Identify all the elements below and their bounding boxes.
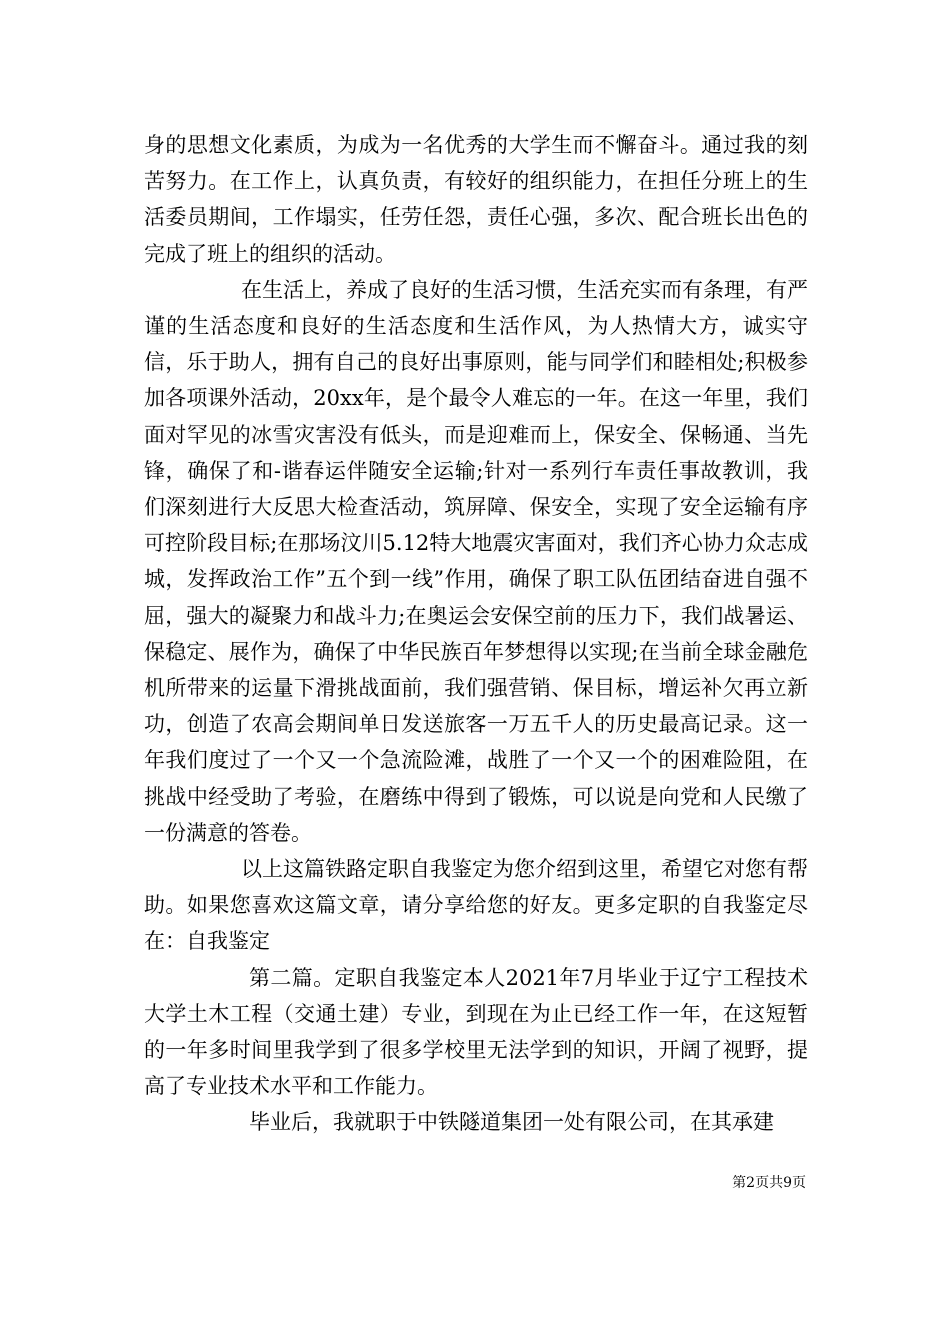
paragraph-continuation: 身的思想文化素质，为成为一名优秀的大学生而不懈奋斗。通过我的刻苦努力。在工作上，认真负责，有较好的组织能力，在担任分班上的生活委员期间，工作塌实，任劳任怨，责任心强，多次、配合班长出色的完成了班上的组织的活动。 (144, 133, 808, 266)
paragraph-second-article: 第二篇。定职自我鉴定本人2021年7月毕业于辽宁工程技术大学土木工程（交通土建）专业，到现在为止已经工作一年，在这短暂的一年多时间里我学到了很多学校里无法学到的知识，开阔了视野，提高了专业技术水平和工作能力。 (144, 965, 808, 1099)
document-body (144, 127, 808, 1141)
paragraph-life: 在生活上，养成了良好的生活习惯，生活充实而有条理，有严谨的生活态度和良好的生活态度和生活作风，为人热情大方，诚实守信，乐于助人，拥有自己的良好出事原则，能与同学们和睦相处;积极参加各项课外活动，20xx年，是个最令人难忘的一年。在这一年里，我们面对罕见的冰雪灾害没有低头，而是迎难而上，保安全、保畅通、当先锋，确保了和-谐春运伴随安全运输;针对一系列行车责任事故教训，我们深刻进行大反思大检查活动，筑屏障、保安全，实现了安全运输有序可控阶段目标;在那场汶川5.12特大地震灾害面对，我们齐心协力众志成城，发挥政治工作”五个到一线”作用，确保了职工队伍团结奋进自强不屈，强大的凝聚力和战斗力;在奥运会安保空前的压力下，我们战暑运、保稳定、展作为，确保了中华民族百年梦想得以实现;在当前全球金融危机所带来的运量下滑挑战面前，我们强营销、保目标，增运补欠再立新功，创造了农高会期间单日发送旅客一万五千人的历史最高记录。这一年我们度过了一个又一个急流险滩，战胜了一个又一个的困难险阻，在挑战中经受助了考验，在磨练中得到了锻炼，可以说是向党和人民缴了一份满意的答卷。 (144, 277, 808, 845)
page-number-footer: 第2页共9页 (732, 1175, 806, 1191)
paragraph-closing: 以上这篇铁路定职自我鉴定为您介绍到这里，希望它对您有帮助。如果您喜欢这篇文章，请分享给您的好友。更多定职的自我鉴定尽在：自我鉴定 (144, 857, 808, 954)
paragraph-after-graduation: 毕业后，我就职于中铁隧道集团一处有限公司，在其承建 (249, 1110, 774, 1135)
